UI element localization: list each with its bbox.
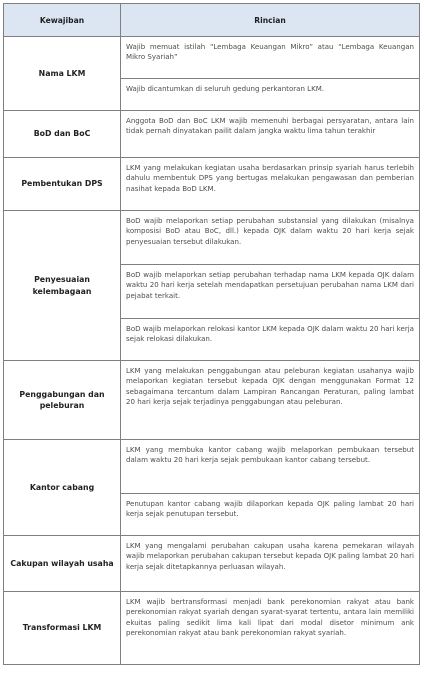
table-header-row <box>4 4 420 37</box>
detail-cell: Wajib memuat istilah “Lembaga Keuangan Mikro” atau “Lembaga Keuangan Mikro Syariah” <box>121 37 420 79</box>
row-label-penggabungan-peleburan: Penggabungan dan peleburan <box>4 361 121 440</box>
table-row <box>4 37 420 79</box>
detail-cell: Anggota BoD dan BoC LKM wajib memenuhi berbagai persyaratan, antara lain tidak pernah dinyatakan pailit dalam jangka waktu lima tahun terakhir <box>121 111 420 158</box>
table-row <box>4 440 420 494</box>
table-row <box>4 361 420 440</box>
row-label-bod-boc: BoD dan BoC <box>4 111 121 158</box>
detail-cell: LKM yang membuka kantor cabang wajib melaporkan pembukaan tersebut dalam waktu 20 hari kerja sejak pembukaan kantor cabang tersebut. <box>121 440 420 494</box>
row-label-transformasi-lkm: Transformasi LKM <box>4 592 121 665</box>
detail-cell: LKM yang melakukan penggabungan atau peleburan kegiatan usahanya wajib melaporkan kegiatan tersebut kepada OJK dengan menggunakan Format 12 sebagaimana tercantum dalam Lampiran Rancangan Peraturan, paling lambat 20 hari kerja sejak terjadinya penggabungan atau peleburan. <box>121 361 420 440</box>
row-label-cakupan-wilayah: Cakupan wilayah usaha <box>4 536 121 592</box>
detail-cell: Penutupan kantor cabang wajib dilaporkan kepada OJK paling lambat 20 hari kerja sejak penutupan tersebut. <box>121 494 420 536</box>
header-details: Rincian <box>121 4 420 37</box>
row-label-penyesuaian-kelembagaan: Penyesuaian kelembagaan <box>4 211 121 361</box>
detail-cell: Wajib dicantumkan di seluruh gedung perkantoran LKM. <box>121 79 420 111</box>
obligations-table <box>3 3 420 665</box>
table-row <box>4 536 420 592</box>
detail-cell: BoD wajib melaporkan relokasi kantor LKM kepada OJK dalam waktu 20 hari kerja sejak relokasi dilakukan. <box>121 319 420 361</box>
row-label-kantor-cabang: Kantor cabang <box>4 440 121 536</box>
table-row <box>4 211 420 265</box>
table-row <box>4 592 420 665</box>
detail-cell: LKM wajib bertransformasi menjadi bank perekonomian rakyat atau bank perekonomian rakyat syariah dengan syarat-syarat tertentu, antara lain memiliki ekuitas paling sedikit lima kali lipat dari modal disetor minimum ank perekonomian rakyat atau bank perekonomian rakyat syariah. <box>121 592 420 665</box>
detail-cell: LKM yang melakukan kegiatan usaha berdasarkan prinsip syariah harus terlebih dahulu membentuk DPS yang bertugas melakukan pengawasan dan pemberian nasihat kepada BoD LKM. <box>121 158 420 211</box>
row-label-nama-lkm: Nama LKM <box>4 37 121 111</box>
detail-cell: BoD wajib melaporkan setiap perubahan terhadap nama LKM kepada OJK dalam waktu 20 hari kerja setelah mendapatkan persetujuan perubahan nama LKM dari pejabat terkait. <box>121 265 420 319</box>
table-row <box>4 111 420 158</box>
row-label-pembentukan-dps: Pembentukan DPS <box>4 158 121 211</box>
detail-cell: BoD wajib melaporkan setiap perubahan substansial yang dilakukan (misalnya komposisi BoD atau BoC, dll.) kepada OJK dalam waktu 20 hari kerja sejak penyesuaian tersebut dilakukan. <box>121 211 420 265</box>
header-obligation: Kewajiban <box>4 4 121 37</box>
table-row <box>4 158 420 211</box>
detail-cell: LKM yang mengalami perubahan cakupan usaha karena pemekaran wilayah wajib melaporkan perubahan cakupan tersebut kepada OJK paling lambat 20 hari kerja sejak ditetapkannya perluasan wilayah. <box>121 536 420 592</box>
